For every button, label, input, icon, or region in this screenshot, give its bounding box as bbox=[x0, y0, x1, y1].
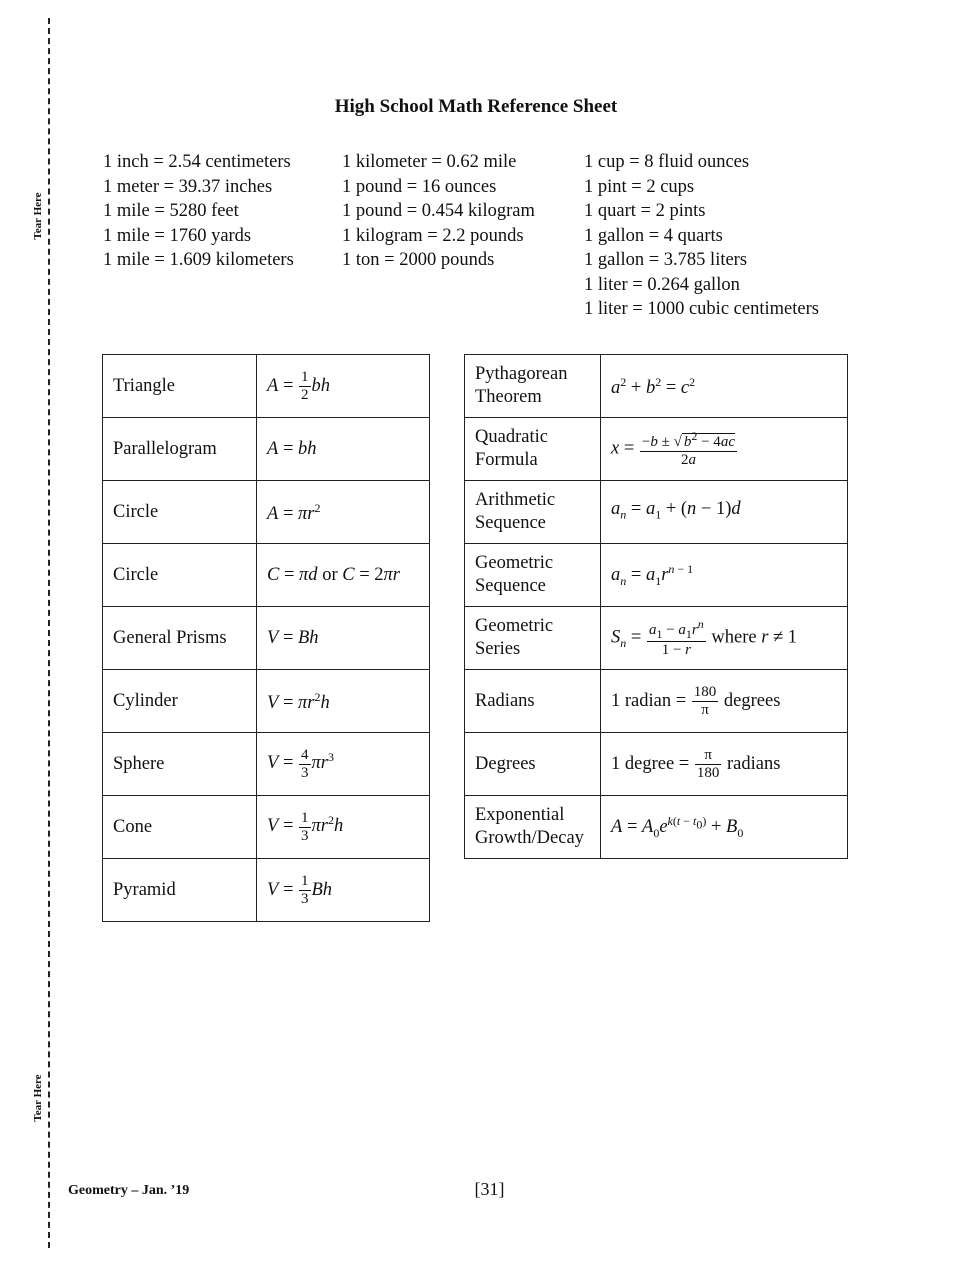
formula: A = bh bbox=[257, 418, 430, 481]
formula-name: Geometric Sequence bbox=[465, 544, 601, 607]
formula: $a_n = a_1 + (n - 1)d$ bbox=[601, 481, 848, 544]
formula: V = $\frac{1}{3}$ Bh bbox=[257, 859, 430, 922]
tear-here-label-top: Tear Here bbox=[32, 192, 44, 240]
conversion-column-2 bbox=[342, 150, 535, 273]
geometry-formula-table bbox=[102, 354, 430, 922]
table-row bbox=[103, 418, 430, 481]
formula: 1 degree = $\frac{\pi}{180}$ radians bbox=[601, 733, 848, 796]
formula: $V = \pi r^2h$ bbox=[257, 670, 430, 733]
table-row bbox=[465, 355, 848, 418]
conversion-item: 1 pound = 16 ounces bbox=[342, 176, 497, 197]
formula-name: Quadratic Formula bbox=[465, 418, 601, 481]
table-row bbox=[465, 418, 848, 481]
page-number: [31] bbox=[474, 1179, 505, 1199]
algebra-formula-table bbox=[464, 354, 848, 859]
shape-name: Circle bbox=[103, 481, 257, 544]
conversion-item: 1 inch = 2.54 centimeters bbox=[103, 152, 291, 172]
shape-name: General Prisms bbox=[103, 607, 257, 670]
formula-name: Exponential Growth/Decay bbox=[465, 796, 601, 859]
conversion-item: 1 ton = 2000 pounds bbox=[342, 250, 495, 270]
table-row bbox=[103, 355, 430, 418]
shape-name: Cylinder bbox=[103, 670, 257, 733]
formula: x = $\frac{-b \pm √ b^2 - 4ac}{2a}$ bbox=[601, 418, 848, 481]
table-row bbox=[103, 733, 430, 796]
shape-name: Parallelogram bbox=[103, 418, 257, 481]
formula: C = πd or C = 2πr bbox=[257, 544, 430, 607]
conversion-column-1 bbox=[103, 150, 294, 273]
conversion-item: 1 cup = 8 fluid ounces bbox=[584, 152, 750, 172]
table-row bbox=[465, 481, 848, 544]
table-row bbox=[103, 859, 430, 922]
conversion-item: 1 liter = 1000 cubic centimeters bbox=[584, 299, 819, 319]
formula: A = $\frac{1}{2}$ bh bbox=[257, 355, 430, 418]
conversion-item: 1 gallon = 3.785 liters bbox=[584, 250, 748, 270]
formula: V = $\frac{4}{3}$ $\pi r^3$ bbox=[257, 733, 430, 796]
formula: $A = \pi r^2$ bbox=[257, 481, 430, 544]
table-row bbox=[465, 544, 848, 607]
table-row bbox=[465, 670, 848, 733]
conversion-item: 1 kilometer = 0.62 mile bbox=[342, 152, 517, 172]
shape-name: Circle bbox=[103, 544, 257, 607]
shape-name: Cone bbox=[103, 796, 257, 859]
table-row bbox=[465, 796, 848, 859]
table-row bbox=[465, 733, 848, 796]
formula: $A = A_0e^{k(t - t_0)} + B_0$ bbox=[601, 796, 848, 859]
table-row bbox=[103, 544, 430, 607]
shape-name: Triangle bbox=[103, 355, 257, 418]
formula: 1 radian = $\frac{180}{\pi}$ degrees bbox=[601, 670, 848, 733]
conversion-item: 1 meter = 39.37 inches bbox=[103, 176, 273, 197]
conversion-item: 1 liter = 0.264 gallon bbox=[584, 274, 740, 295]
formula: V = Bh bbox=[257, 607, 430, 670]
tear-line bbox=[48, 18, 50, 1248]
table-row bbox=[103, 670, 430, 733]
tear-here-label-bottom: Tear Here bbox=[32, 1074, 44, 1122]
conversion-item: 1 pound = 0.454 kilogram bbox=[342, 201, 535, 221]
table-row bbox=[103, 607, 430, 670]
formula-name: Radians bbox=[465, 670, 601, 733]
conversion-column-3 bbox=[584, 150, 819, 322]
formula-name: Degrees bbox=[465, 733, 601, 796]
formula-name: Geometric Series bbox=[465, 607, 601, 670]
shape-name: Sphere bbox=[103, 733, 257, 796]
conversion-item: 1 mile = 5280 feet bbox=[103, 201, 239, 221]
conversion-item: 1 mile = 1.609 kilometers bbox=[103, 250, 294, 270]
conversion-item: 1 pint = 2 cups bbox=[584, 176, 695, 197]
formula: V = $\frac{1}{3}$ $\pi r^2h$ bbox=[257, 796, 430, 859]
table-row bbox=[465, 607, 848, 670]
formula-name: Arithmetic Sequence bbox=[465, 481, 601, 544]
conversion-item: 1 quart = 2 pints bbox=[584, 201, 706, 221]
formula-name: Pythagorean Theorem bbox=[465, 355, 601, 418]
exam-label: Geometry – Jan. ’19 bbox=[68, 1183, 190, 1198]
conversion-item: 1 gallon = 4 quarts bbox=[584, 225, 723, 246]
formula: $S_n$ = $\frac{a_1 - a_1r^n}{1 - r}$ where r ≠ 1 bbox=[601, 607, 848, 670]
formula: $a_n = a_1r^{n - 1}$ bbox=[601, 544, 848, 607]
formula: $a^2 + b^2 = c^2$ bbox=[601, 355, 848, 418]
shape-name: Pyramid bbox=[103, 859, 257, 922]
table-row bbox=[103, 481, 430, 544]
conversion-item: 1 mile = 1760 yards bbox=[103, 225, 252, 246]
table-row bbox=[103, 796, 430, 859]
conversion-item: 1 kilogram = 2.2 pounds bbox=[342, 225, 524, 246]
page-title: High School Math Reference Sheet bbox=[334, 96, 618, 117]
